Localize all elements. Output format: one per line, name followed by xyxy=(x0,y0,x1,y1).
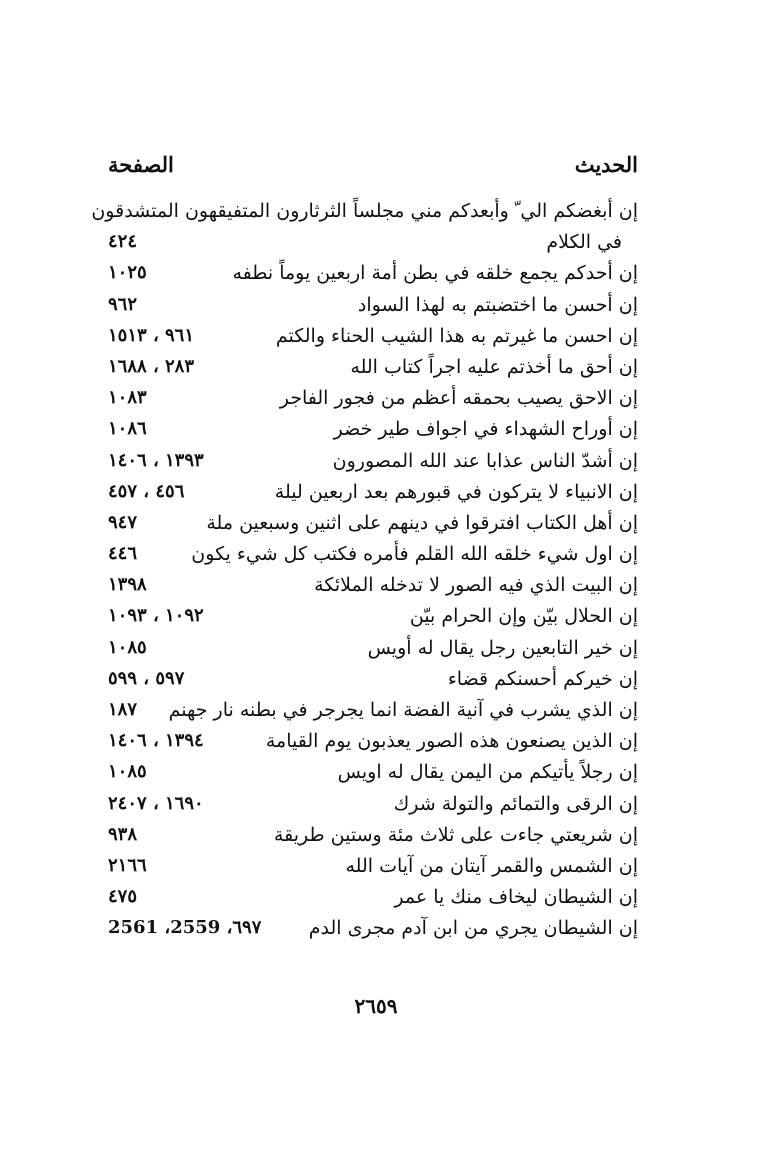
index-entry xyxy=(108,539,638,570)
page-number: ٢٦٥٩ xyxy=(354,994,398,1018)
index-entry xyxy=(108,321,638,352)
hadith-text: في الكلام xyxy=(546,231,622,254)
hadith-text: إن شريعتي جاءت على ثلاث مئة وستين طريقة xyxy=(273,823,638,846)
hadith-text: إن اول شيء خلقه الله القلم فأمره فكتب كل شيء يكون xyxy=(191,543,638,566)
page-reference: ٥٩٧ ، ٥٩٩ xyxy=(108,667,185,689)
index-entry xyxy=(108,414,638,445)
page-reference: ٩٦٢ xyxy=(108,293,138,315)
index-entry xyxy=(91,196,638,227)
hadith-text: إن الاحق يصيب بحمقه أعظم من فجور الفاجر xyxy=(279,387,638,410)
index-entry xyxy=(108,913,638,944)
hadith-text: إن الشيطان يجري من ابن آدم مجرى الدم xyxy=(308,917,638,940)
index-entry xyxy=(108,383,638,414)
hadith-index-list xyxy=(91,196,638,945)
page-reference: ١٠٨٥ xyxy=(108,636,147,658)
page-reference: ١٦٩٠ ، ٢٤٠٧ xyxy=(108,792,204,814)
page-reference: ٤٤٦ xyxy=(108,543,138,565)
index-entry xyxy=(108,726,638,757)
page-reference: ٤٢٤ xyxy=(108,231,138,253)
page-reference: ٦٩٧، 2559، 2561 xyxy=(108,917,262,939)
hadith-text: إن الشيطان ليخاف منك يا عمر xyxy=(394,886,638,909)
hadith-text: إن الرقى والتمائم والتولة شرك xyxy=(393,792,638,815)
hadith-text: إن الشمس والقمر آيتان من آيات الله xyxy=(345,854,638,877)
index-entry xyxy=(108,601,638,632)
hadith-text: إن الذي يشرب في آنية الفضة انما يجرجر في بطنه نار جهنم xyxy=(168,699,638,721)
page-reference: ١٠٨٦ xyxy=(108,418,147,440)
hadith-text: إن الذين يصنعون هذه الصور يعذبون يوم القيامة xyxy=(265,730,638,753)
hadith-text: إن خيركم أحسنكم قضاء xyxy=(447,667,638,690)
index-entry xyxy=(108,508,638,539)
index-entry xyxy=(108,290,638,321)
index-entry xyxy=(108,633,638,664)
page-reference: ٤٧٥ xyxy=(108,886,138,908)
page-reference: ١٠٨٣ xyxy=(108,387,147,409)
index-entry xyxy=(108,789,638,820)
index-entry xyxy=(108,477,638,508)
index-entry xyxy=(108,695,638,726)
page-reference: ٩٤٧ xyxy=(108,511,138,533)
hadith-text: إن أهل الكتاب افترقوا في دينهم على اثنين وسبعين ملة xyxy=(206,511,638,534)
hadith-text: إن احسن ما غيرتم به هذا الشيب الحناء والكتم xyxy=(275,324,638,347)
index-entry xyxy=(108,757,638,788)
page-reference: ١٣٩٣ ، ١٤٠٦ xyxy=(108,449,204,471)
page-reference: ١٠٢٥ xyxy=(108,262,147,284)
hadith-text: إن أوراح الشهداء في اجواف طير خضر xyxy=(333,418,638,441)
index-entry xyxy=(108,882,638,913)
page-reference: ١٣٩٤ ، ١٤٠٦ xyxy=(108,730,204,752)
index-entry xyxy=(108,664,638,695)
index-entry xyxy=(108,258,638,289)
hadith-text: إن خير التابعين رجل يقال له أويس xyxy=(367,636,638,659)
page-reference: ٢٨٣ ، ١٦٨٨ xyxy=(108,355,195,377)
hadith-text: إن أحدكم يجمع خلقه في بطن أمة اربعين يوماً نطفه xyxy=(232,262,638,285)
index-entry xyxy=(108,570,638,601)
hadith-text: إن أبغضكم الي ّ وأبعدكم مني مجلساً الثرثارون المتفيقهون المتشدقون xyxy=(91,200,638,222)
page-reference: ٩٦١ ، ١٥١٣ xyxy=(108,324,195,346)
hadith-text: إن أحسن ما اختضبتم به لهذا السواد xyxy=(357,293,638,316)
page-reference: ٤٥٦ ، ٤٥٧ xyxy=(108,480,185,502)
page-reference: ١٠٩٢ ، ١٠٩٣ xyxy=(108,605,204,627)
page-column-heading: الصفحة xyxy=(108,152,174,177)
index-entry xyxy=(108,820,638,851)
hadith-text: إن الحلال بيّن وإن الحرام بيّن xyxy=(409,605,638,628)
index-entry xyxy=(108,851,638,882)
hadith-text: إن رجلاً يأتيكم من اليمن يقال له اويس xyxy=(337,761,638,784)
index-header xyxy=(108,152,638,182)
page-reference: ٢١٦٦ xyxy=(108,854,147,876)
hadith-text: إن الانبياء لا يتركون في قبورهم بعد اربعين ليلة xyxy=(274,480,638,503)
hadith-text: إن أشدّ الناس عذابا عند الله المصورون xyxy=(332,449,638,472)
page-reference: ١٣٩٨ xyxy=(108,574,147,596)
index-entry-continuation xyxy=(108,227,638,258)
hadith-text: إن أحق ما أخذتم عليه اجراً كتاب الله xyxy=(350,355,638,378)
index-entry xyxy=(108,446,638,477)
page-reference: ١٠٨٥ xyxy=(108,761,147,783)
index-entry xyxy=(108,352,638,383)
hadith-text: إن البيت الذي فيه الصور لا تدخله الملائكة xyxy=(314,574,638,597)
page-reference: ٩٣٨ xyxy=(108,823,138,845)
hadith-column-heading: الحديث xyxy=(574,152,638,177)
page-reference: ١٨٧ xyxy=(108,699,138,720)
